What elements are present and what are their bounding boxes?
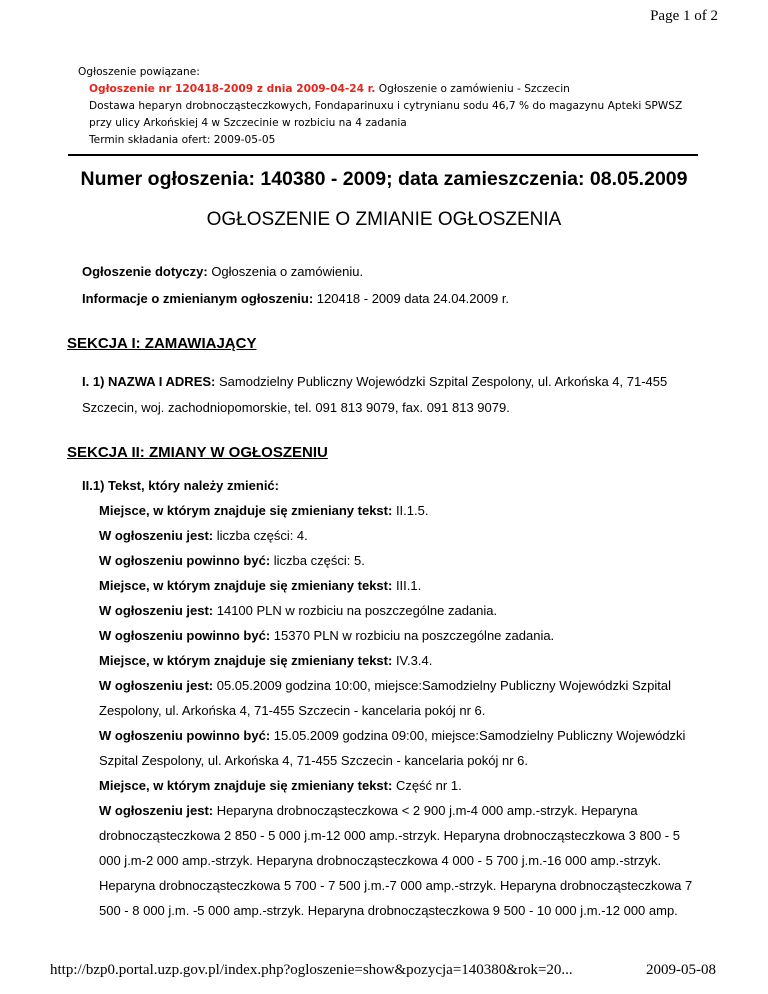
change-is-2: W ogłoszeniu jest: 14100 PLN w rozbiciu na poszczególne zadania. (99, 603, 498, 618)
change-is-4-cont3: Heparyna drobnocząsteczkowa 5 700 - 7 500 j.m.-7 000 amp.-strzyk. Heparyna drobnocząsteczkowa 7 (99, 878, 693, 893)
related-label: Ogłoszenie powiązane: (78, 66, 200, 78)
change-is-4-cont1: drobnocząsteczkowa 2 850 - 5 000 j.m-12 000 amp.-strzyk. Heparyna drobnocząsteczkowa 3 800 - 5 (99, 828, 680, 843)
related-body (89, 81, 696, 149)
related-deadline: Termin składania ofert: 2009-05-05 (89, 134, 276, 146)
notice-number: Numer ogłoszenia: 140380 - 2009; data zamieszczenia: 08.05.2009 (80, 168, 688, 190)
related-notice-link[interactable]: Ogłoszenie nr 120418-2009 z dnia 2009-04-24 r. (89, 83, 376, 95)
change-subtitle: II.1) Tekst, który należy zmienić: (82, 478, 279, 493)
change-should-2: W ogłoszeniu powinno być: 15370 PLN w rozbiciu na poszczególne zadania. (99, 628, 555, 643)
change-should-1: W ogłoszeniu powinno być: liczba części: 5. (99, 553, 365, 568)
address-line1: I. 1) NAZWA I ADRES: Samodzielny Publiczny Wojewódzki Szpital Zespolony, ul. Arkońska 4, 71-455 (82, 374, 668, 389)
change-place-1: Miejsce, w którym znajduje się zmieniany tekst: II.1.5. (99, 503, 429, 518)
page-footer (50, 962, 716, 979)
change-should-3: W ogłoszeniu powinno być: 15.05.2009 godzina 09:00, miejsce:Samodzielny Publiczny Wojewódzki (99, 728, 686, 743)
concerns-line: Ogłoszenie dotyczy: Ogłoszenia o zamówieniu. (82, 264, 364, 279)
address-line2: Szczecin, woj. zachodniopomorskie, tel. 091 813 9079, fax. 091 813 9079. (82, 400, 510, 415)
footer-url[interactable]: http://bzp0.portal.uzp.gov.pl/index.php?ogloszenie=show&pozycja=140380&rok=20... (50, 962, 573, 978)
related-link-suffix: Ogłoszenie o zamówieniu - Szczecin (375, 83, 570, 95)
related-desc-line1: Dostawa heparyn drobnocząsteczkowych, Fondaparinuxu i cytrynianu sodu 46,7 % do magazynu Apteki SPWSZ (89, 100, 683, 112)
divider (68, 154, 698, 156)
section-2-title: SEKCJA II: ZMIANY W OGŁOSZENIU (67, 444, 328, 461)
info-line: Informacje o zmienianym ogłoszeniu: 120418 - 2009 data 24.04.2009 r. (82, 291, 510, 306)
related-notice (68, 64, 696, 149)
change-should-3-cont: Szpital Zespolony, ul. Arkońska 4, 71-455 Szczecin - kancelaria pokój nr 6. (99, 753, 528, 768)
footer-date: 2009-05-08 (646, 962, 716, 978)
section-1-title: SEKCJA I: ZAMAWIAJĄCY (67, 335, 257, 352)
change-place-2: Miejsce, w którym znajduje się zmieniany tekst: III.1. (99, 578, 422, 593)
change-place-3: Miejsce, w którym znajduje się zmieniany tekst: IV.3.4. (99, 653, 433, 668)
change-place-4: Miejsce, w którym znajduje się zmieniany tekst: Część nr 1. (99, 778, 462, 793)
change-is-4: W ogłoszeniu jest: Heparyna drobnocząsteczkowa < 2 900 j.m-4 000 amp.-strzyk. Heparyna (99, 803, 638, 818)
change-is-1: W ogłoszeniu jest: liczba części: 4. (99, 528, 308, 543)
page-number: Page 1 of 2 (650, 8, 718, 24)
change-is-3-cont: Zespolony, ul. Arkońska 4, 71-455 Szczecin - kancelaria pokój nr 6. (99, 703, 486, 718)
change-is-4-cont4: 500 - 8 000 j.m. -5 000 amp.-strzyk. Heparyna drobnocząsteczkowa 9 500 - 10 000 j.m.-12 000 amp. (99, 903, 678, 918)
notice-title: OGŁOSZENIE O ZMIANIE OGŁOSZENIA (206, 209, 562, 230)
change-is-3: W ogłoszeniu jest: 05.05.2009 godzina 10:00, miejsce:Samodzielny Publiczny Wojewódzki Szpital (99, 678, 672, 693)
related-desc-line2: przy ulicy Arkońskiej 4 w Szczecinie w rozbiciu na 4 zadania (89, 117, 407, 129)
change-is-4-cont2: 000 j.m-2 000 amp.-strzyk. Heparyna drobnocząsteczkowa 4 000 - 5 700 j.m.-16 000 amp.-strzyk. (99, 853, 662, 868)
